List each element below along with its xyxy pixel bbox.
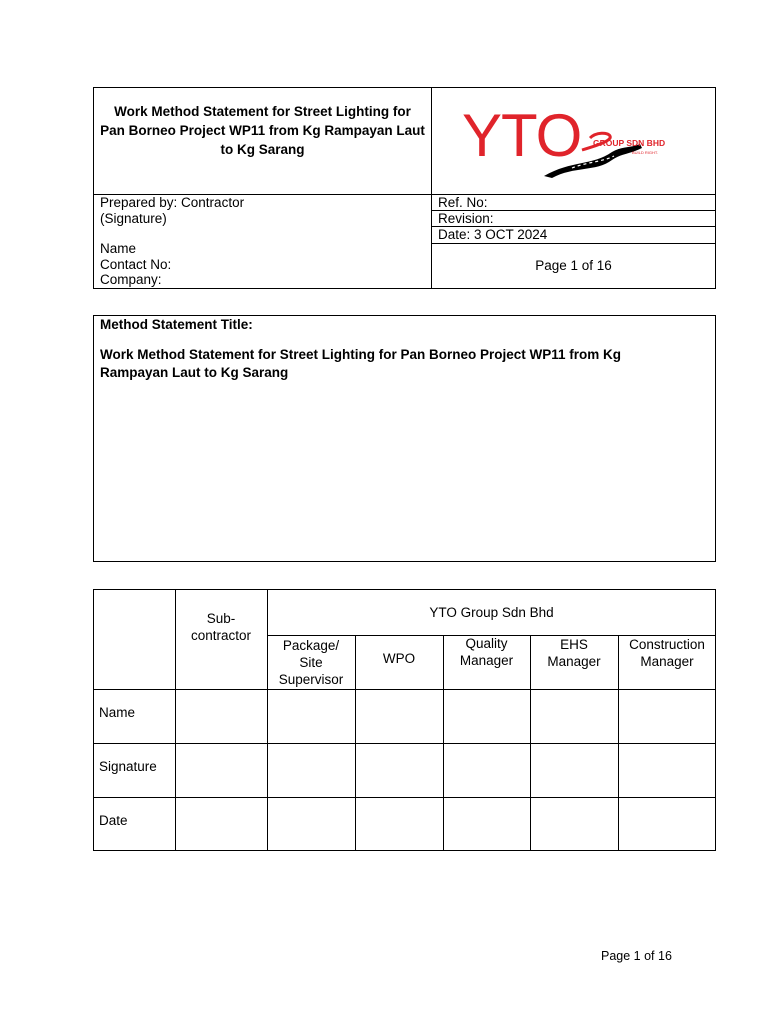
row-date-label: Date — [99, 812, 128, 828]
role-quality-manager: Quality Manager — [459, 636, 514, 668]
logo-subtitle: GROUP SDN BHD — [593, 138, 666, 148]
approval-row-line-3 — [93, 797, 716, 798]
subcontractor-header: Sub- contractor — [190, 611, 252, 643]
prepared-by-label: Prepared by: Contractor — [100, 195, 245, 210]
page-number: Page 1 of 16 — [535, 258, 612, 273]
role-wpo: WPO — [382, 651, 416, 666]
logo-tagline: BUILD RIGHT. — [632, 150, 659, 155]
ref-no-label: Ref. No: — [438, 195, 488, 210]
role-construction-manager: Construction Manager — [629, 637, 705, 669]
revision-label: Revision: — [438, 211, 494, 226]
date-label: Date: 3 OCT 2024 — [438, 227, 548, 242]
contact-label: Contact No: — [100, 257, 172, 272]
company-header: YTO Group Sdn Bhd — [429, 604, 554, 620]
row-name-label: Name — [99, 704, 136, 720]
method-statement-title: Work Method Statement for Street Lighting for Pan Borneo Project WP11 from Kg Rampayan Laut to Kg Sarang — [100, 347, 622, 380]
method-statement-label: Method Statement Title: — [100, 317, 253, 332]
approval-row-line-2 — [93, 743, 716, 744]
name-label: Name — [100, 241, 137, 256]
footer-page-number: Page 1 of 16 — [601, 949, 672, 963]
role-ehs-manager: EHS Manager — [547, 637, 601, 669]
approval-row-line-1 — [93, 689, 716, 690]
date-row-divider — [431, 243, 716, 244]
row-signature-label: Signature — [99, 758, 157, 774]
document-title: Work Method Statement for Street Lighting for Pan Borneo Project WP11 from Kg Rampayan Laut to Kg Sarang — [100, 104, 425, 157]
company-label: Company: — [100, 272, 162, 287]
company-logo — [462, 104, 682, 180]
role-package-site-supervisor: Package/ Site Supervisor — [278, 638, 344, 687]
logo-wordmark: YTO — [462, 104, 582, 169]
signature-label: (Signature) — [100, 211, 167, 226]
